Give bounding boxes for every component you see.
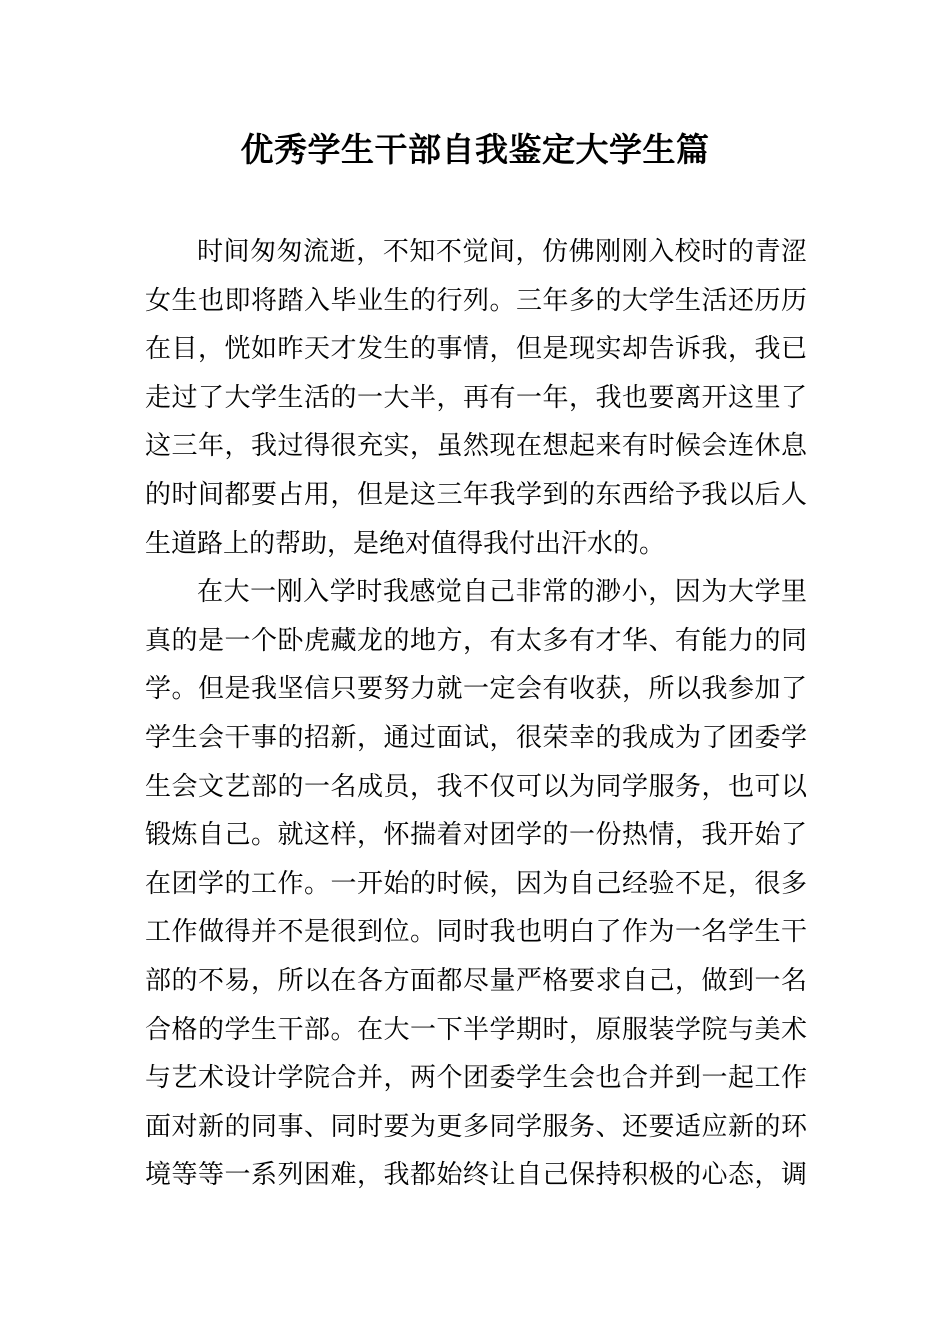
text-line: 在团学的工作。一开始的时候，因为自己经验不足，很多 [145, 868, 807, 899]
text-line: 真的是一个卧虎藏龙的地方，有太多有才华、有能力的同 [145, 625, 807, 656]
text-line: 时间匆匆流逝，不知不觉间，仿佛刚刚入校时的青涩 [197, 237, 807, 267]
text-line: 生道路上的帮助，是绝对值得我付出汗水的。 [145, 528, 666, 559]
text-line: 在大一刚入学时我感觉自己非常的渺小，因为大学里 [197, 577, 807, 608]
text-line: 生会文艺部的一名成员，我不仅可以为同学服务，也可以 [145, 771, 807, 802]
document-body [145, 228, 807, 1200]
text-line: 女生也即将踏入毕业生的行列。三年多的大学生活还历历 [145, 285, 807, 316]
text-line: 与艺术设计学院合并，两个团委学生会也合并到一起工作 [145, 1063, 807, 1094]
document-title: 优秀学生干部自我鉴定大学生篇 [240, 130, 710, 169]
text-line: 合格的学生干部。在大一下半学期时，原服装学院与美术 [145, 1014, 807, 1045]
paragraph-1 [145, 228, 807, 568]
text-line: 境等等一系列困难，我都始终让自己保持积极的心态，调 [145, 1160, 807, 1191]
text-line: 走过了大学生活的一大半，再有一年，我也要离开这里了 [145, 382, 807, 413]
text-line: 的时间都要占用，但是这三年我学到的东西给予我以后人 [145, 479, 807, 510]
text-line: 部的不易，所以在各方面都尽量严格要求自己，做到一名 [145, 965, 807, 996]
text-line: 这三年，我过得很充实，虽然现在想起来有时候会连休息 [145, 431, 807, 462]
paragraph-2 [145, 568, 807, 1200]
text-line: 工作做得并不是很到位。同时我也明白了作为一名学生干 [145, 917, 807, 948]
text-line: 学。但是我坚信只要努力就一定会有收获，所以我参加了 [145, 674, 807, 705]
text-line: 在目，恍如昨天才发生的事情，但是现实却告诉我，我已 [145, 334, 807, 365]
text-line: 面对新的同事、同时要为更多同学服务、还要适应新的环 [145, 1111, 807, 1142]
text-line: 锻炼自己。就这样，怀揣着对团学的一份热情，我开始了 [145, 820, 807, 851]
text-line: 学生会干事的招新，通过面试，很荣幸的我成为了团委学 [145, 722, 807, 753]
